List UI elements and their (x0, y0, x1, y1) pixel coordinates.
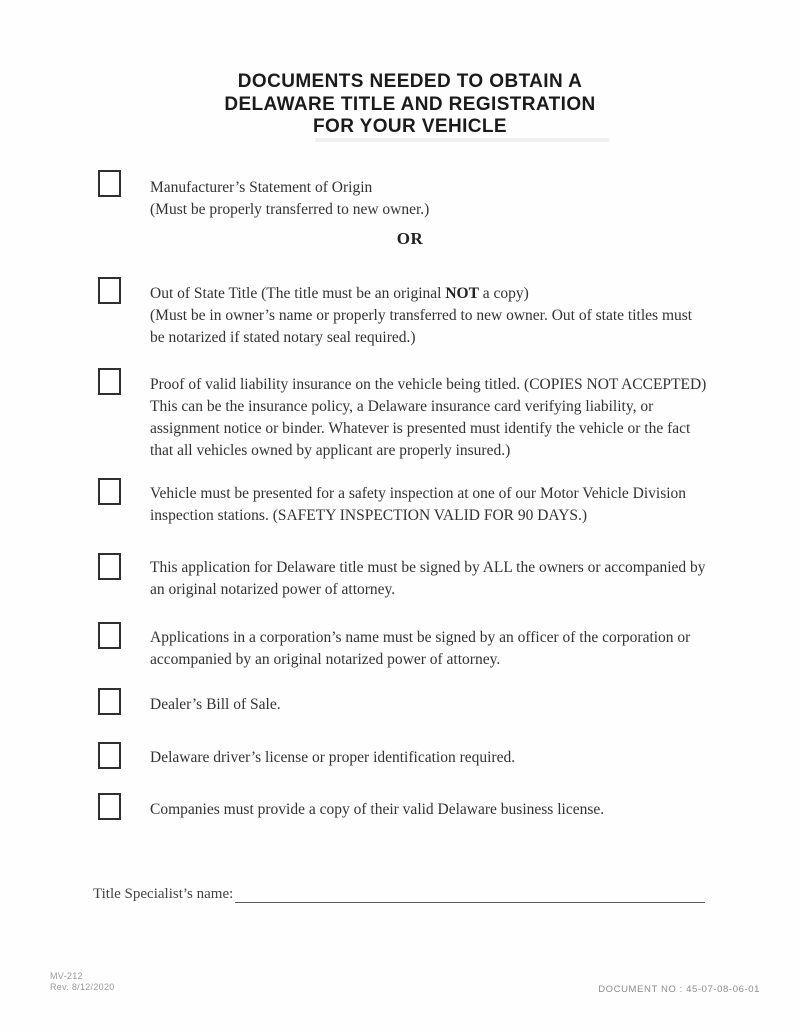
or-separator: OR (396, 229, 424, 248)
item-text (150, 483, 686, 527)
scan-smudge (315, 138, 610, 142)
text-line: Vehicle must be presented for a safety inspection at one of our Motor Vehicle Division (150, 485, 687, 502)
text-line: Manufacturer’s Statement of Origin (150, 179, 373, 196)
checkbox-manufacturers-statement-of-origin[interactable] (98, 170, 121, 197)
text-line: Applications in a corporation’s name must be signed by an officer of the corporation or (150, 629, 691, 646)
item-text (150, 627, 690, 671)
text-line: an original notarized power of attorney. (150, 581, 396, 598)
checkbox-out-of-state-title[interactable] (98, 277, 121, 304)
text-line: Proof of valid liability insurance on the vehicle being titled. (COPIES NOT ACCEPTED) (150, 376, 707, 393)
text-line: This application for Delaware title must be signed by ALL the owners or accompanied by (150, 559, 706, 576)
item-text (150, 694, 281, 716)
checkbox-corporation-signature-requirement[interactable] (98, 622, 121, 649)
text-line: accompanied by an original notarized power of attorney. (150, 651, 501, 668)
text-line: (Must be in owner’s name or properly transferred to new owner. Out of state titles must (150, 307, 693, 324)
checkbox-drivers-license-id[interactable] (98, 742, 121, 769)
title-line-2: DELAWARE TITLE AND REGISTRATION (224, 93, 596, 115)
item-text (150, 177, 429, 221)
document-number: DOCUMENT NO : 45-07-08-06-01 (598, 984, 760, 995)
item-text (150, 747, 515, 769)
text-line: This can be the insurance policy, a Delaware insurance card verifying liability, or (150, 398, 654, 415)
title-line-3: FOR YOUR VEHICLE (313, 116, 507, 137)
checkbox-owners-signature-requirement[interactable] (98, 553, 121, 580)
title-specialist-name-field[interactable] (235, 885, 705, 903)
text-line: (Must be properly transferred to new owner.) (150, 201, 430, 218)
item-text (150, 557, 706, 601)
text-line: Dealer’s Bill of Sale. (150, 696, 281, 713)
checkbox-business-license[interactable] (98, 793, 121, 820)
title-line-1: DOCUMENTS NEEDED TO OBTAIN A (237, 71, 583, 92)
text-line: be notarized if stated notary seal required.) (150, 329, 416, 346)
form-revision: Rev. 8/12/2020 (50, 982, 115, 992)
item-text (150, 374, 706, 462)
checkbox-liability-insurance-proof[interactable] (98, 368, 121, 395)
text-line: Companies must provide a copy of their valid Delaware business license. (150, 801, 605, 818)
item-text (150, 799, 604, 821)
title-specialist-label: Title Specialist’s name: (93, 886, 234, 902)
form-footer-left (50, 971, 115, 993)
item-text (150, 283, 692, 349)
text-line: that all vehicles owned by applicant are properly insured.) (150, 442, 511, 459)
text-segment: a copy) (478, 285, 529, 302)
text-segment-bold: NOT (445, 285, 479, 302)
form-number: MV-212 (50, 971, 83, 981)
text-line: Delaware driver’s license or proper identification required. (150, 749, 516, 766)
text-segment: Out of State Title (The title must be an original (150, 285, 446, 302)
text-line: inspection stations. (SAFETY INSPECTION VALID FOR 90 DAYS.) (150, 507, 588, 524)
text-line: assignment notice or binder. Whatever is presented must identify the vehicle or the fact (150, 420, 691, 437)
text-line (150, 283, 692, 305)
checkbox-safety-inspection[interactable] (98, 478, 121, 505)
title-specialist-row (93, 884, 705, 903)
page-title (20, 71, 800, 139)
checkbox-dealers-bill-of-sale[interactable] (98, 688, 121, 715)
